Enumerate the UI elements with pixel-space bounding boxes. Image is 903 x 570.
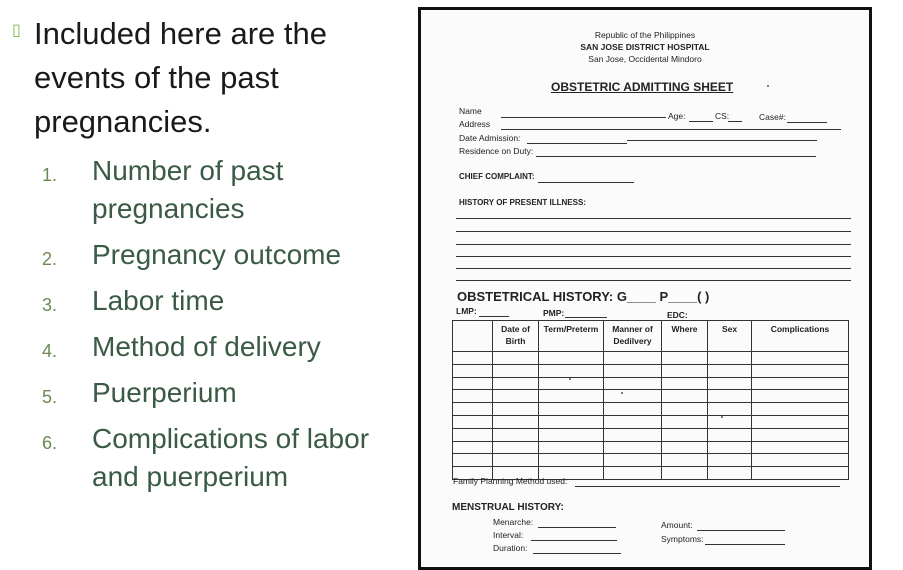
duration-line <box>533 553 621 554</box>
intro-text: Included here are the events of the past pregnancies. <box>34 16 327 139</box>
menstrual-history-label: MENSTRUAL HISTORY: <box>452 502 564 513</box>
list-label: Complications of labor and puerperium <box>92 423 370 492</box>
obstetrical-history-label: OBSTETRICAL HISTORY: G____ P____( ) <box>457 289 710 304</box>
table-header-cell: Complications <box>752 321 849 352</box>
admission-extra-line <box>627 140 817 141</box>
chief-complaint-line <box>538 182 634 183</box>
interval-label: Interval: <box>493 530 524 540</box>
case-label: Case#: <box>759 112 786 122</box>
table-row <box>453 428 849 441</box>
scan-speck <box>721 416 723 418</box>
list-item <box>42 420 402 496</box>
table-row <box>453 415 849 428</box>
table-row <box>453 454 849 467</box>
case-line <box>787 122 827 123</box>
table-header-cell <box>453 321 493 352</box>
list-number: 1. <box>42 165 58 185</box>
past-pregnancy-events-list <box>42 152 402 504</box>
list-number: 2. <box>42 249 58 269</box>
name-label: Name <box>459 106 482 116</box>
table-row <box>453 390 849 403</box>
list-item <box>42 328 402 366</box>
form-title: OBSTETRIC ADMITTING SHEET <box>551 80 734 94</box>
table-row <box>453 377 849 390</box>
family-planning-line <box>575 486 840 487</box>
table-row <box>453 403 849 416</box>
obstetrical-history-table <box>452 320 849 480</box>
pmp-label: PMP: <box>543 308 565 318</box>
amount-label: Amount: <box>661 520 693 530</box>
chief-complaint-label: CHIEF COMPLAINT: <box>459 172 535 181</box>
list-label: Puerperium <box>92 377 237 408</box>
table-header-cell: Term/Preterm <box>539 321 604 352</box>
list-label: Labor time <box>92 285 225 316</box>
table-header-cell: Sex <box>708 321 752 352</box>
scanned-form-image <box>418 7 872 570</box>
hpi-line <box>456 218 851 219</box>
list-item <box>42 282 402 320</box>
table-header-cell: Where <box>662 321 708 352</box>
list-item <box>42 236 402 274</box>
scan-speck <box>767 85 769 87</box>
pmp-line <box>565 317 607 318</box>
family-planning-label: Family Planning Method used: <box>453 476 568 486</box>
symptoms-label: Symptoms: <box>661 534 704 544</box>
list-label: Number of past pregnancies <box>92 155 284 224</box>
list-number: 4. <box>42 341 58 361</box>
hpi-line <box>456 280 851 281</box>
edc-label: EDC: <box>667 310 688 320</box>
form-header-republic: Republic of the Philippines <box>594 30 696 40</box>
duration-label: Duration: <box>493 543 528 553</box>
obstetric-admitting-sheet <box>421 10 869 567</box>
age-label: Age: <box>668 111 686 121</box>
form-header-hospital: SAN JOSE DISTRICT HOSPITAL <box>580 42 710 52</box>
list-label: Pregnancy outcome <box>92 239 342 270</box>
cs-line <box>728 121 742 122</box>
table-header-cell: Date of Birth <box>493 321 539 352</box>
menarche-label: Menarche: <box>493 517 534 527</box>
scan-speck <box>621 392 623 394</box>
hpi-line <box>456 256 851 257</box>
address-line <box>501 129 841 130</box>
cs-label: CS: <box>715 111 730 121</box>
date-admission-label: Date Admission: <box>459 133 521 143</box>
table-header-cell: Manner of Dedilvery <box>604 321 662 352</box>
residence-label: Residence on Duty: <box>459 146 534 156</box>
amount-line <box>697 530 785 531</box>
hpi-line <box>456 268 851 269</box>
table-row <box>453 441 849 454</box>
hpi-label: HISTORY OF PRESENT ILLNESS: <box>459 198 586 207</box>
address-label: Address <box>459 119 491 129</box>
scan-speck <box>569 378 571 380</box>
lmp-line <box>479 316 509 317</box>
list-item <box>42 152 402 228</box>
list-item <box>42 374 402 412</box>
menarche-line <box>538 527 616 528</box>
list-label: Method of delivery <box>92 331 321 362</box>
hpi-line <box>456 244 851 245</box>
date-admission-line <box>527 143 627 144</box>
interval-line <box>531 540 617 541</box>
name-line <box>501 117 666 118</box>
table-header-row <box>453 321 849 352</box>
residence-line <box>536 156 816 157</box>
age-line <box>689 121 713 122</box>
list-number: 6. <box>42 433 58 453</box>
lmp-label: LMP: <box>456 306 477 316</box>
table-row <box>453 351 849 364</box>
form-header-location: San Jose, Occidental Mindoro <box>588 54 702 64</box>
symptoms-line <box>705 544 785 545</box>
list-number: 3. <box>42 295 58 315</box>
list-number: 5. <box>42 387 58 407</box>
table-row <box>453 364 849 377</box>
square-bullet-icon: ▯ <box>12 22 21 39</box>
hpi-line <box>456 231 851 232</box>
